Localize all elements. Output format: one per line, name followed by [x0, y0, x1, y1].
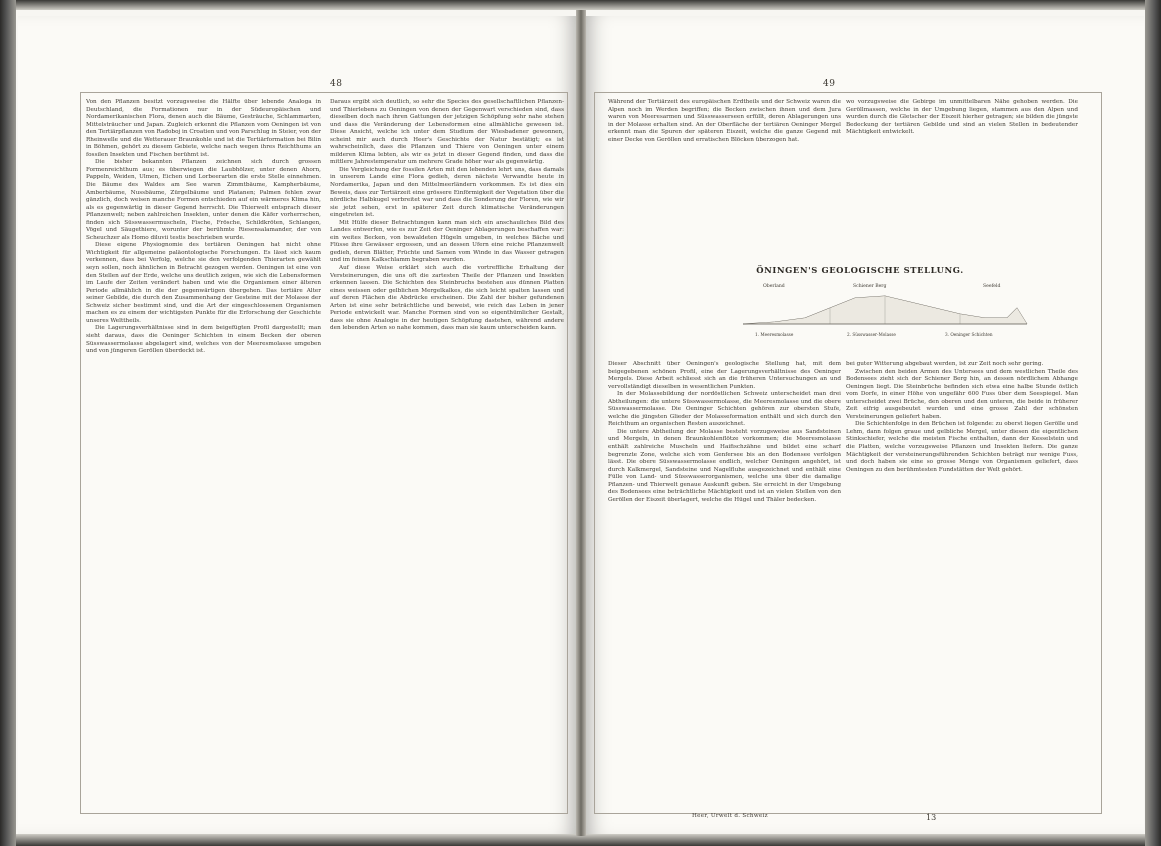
paragraph: Die bisher bekannten Pflanzen zeichnen sich durch grossen Formenreichthum aus; es überwiegen die Laubhölzer, unter denen Ahorn, Pappeln, Weiden, Ulmen, Eichen und Lorbeerarten die erste Stelle einnehmen. Die Bäume des Waldes am See waren Zimmtbäume, Kampherbäume, Amberbäume, Nussbäume, Zürgelbäume und Platanen; Palmen fehlen zwar gänzlich, doch weisen manche Formen entschieden auf ein wärmeres Klima hin, als es gegenwärtig in dieser Gegend herrscht. Die Thierwelt entsprach dieser Pflanzenwelt; neben zahlreichen Insekten, unter denen die Käfer vorherrschen, finden sich Süsswassermuscheln, Fische, Frösche, Schildkröten, Schlangen, Vögel und Säugethiere, worunter der berühmte Riesensalamander, der von Scheuchzer als Homo diluvii testis beschrieben wurde. — [86, 159, 321, 241]
paragraph: Mit Hülfe dieser Betrachtungen kann man sich ein anschauliches Bild des Landes entwerfen, wie es zur Zeit der Oeninger Ablagerungen beschaffen war: ein weites Becken, von bewaldeten Hügeln umgeben, in welches Bäche und Flüsse ihre Gewässer ergossen, und an dessen Ufern eine reiche Pflanzenwelt gedieh, deren Blätter, Früchte und Samen vom Winde in das Wasser getragen und im feinen Kalkschlamm begraben wurden. — [330, 219, 564, 264]
signature-mark: 13 — [926, 813, 937, 822]
paragraph: Während der Tertiärzeit des europäischen Erdtheils und der Schweiz waren die Alpen noch im Werden begriffen; die Becken zwischen ihnen und dem Jura waren von Meeresarmen und Süsswasserseen erfüllt, deren Ablagerungen uns in der Molasse erhalten sind. An der Oberfläche der tertiären Oeninger Mergel erkennt man die Spuren der späteren Eiszeit, welche die ganze Gegend mit einer Decke von Geröllen und erratischen Blöcken überzogen hat. — [608, 99, 841, 143]
figure-label-top-left: Oberland — [763, 284, 785, 289]
paragraph: Zwischen den beiden Armen des Untersees und dem westlichen Theile des Bodensees zieht sich der Schiener Berg hin, an dessen nördlichem Abhange Oeningen liegt. Die Steinbrüche befinden sich etwa eine halbe Stunde östlich vom Dorfe, in einer Höhe von ungefähr 600 Fuss über dem Seespiegel. Man unterscheidet zwei Brüche, den oberen und den unteren, die beide in früherer Zeit eifrig ausgebeutet wurden und eine grosse Zahl der schönsten Versteinerungen geliefert haben. — [846, 368, 1078, 420]
left-page-column-1 — [86, 99, 321, 807]
paragraph: Auf diese Weise erklärt sich auch die vortreffliche Erhaltung der Versteinerungen, die uns oft die zartesten Theile der Pflanzen und Insekten erkennen lassen. Die Schichten des Steinbruchs bestehen aus dünnen Platten eines weissen oder gelblichen Mergelkalkes, die sich leicht spalten lassen und auf deren Flächen die Abdrücke erscheinen. Die Zahl der bisher gefundenen Arten ist eine sehr beträchtliche und beweist, wie reich das Leben in jener Periode entwickelt war. Manche Formen sind von so eigenthümlicher Gestalt, dass sie ohne Analogie in der heutigen Schöpfung dastehen, während andere den lebenden Arten so nahe kommen, dass man sie kaum unterscheiden kann. — [330, 265, 564, 332]
paragraph: Die Lagerungsverhältnisse sind in dem beigefügten Profil dargestellt; man sieht daraus, dass die Oeninger Schichten in einem Becken der oberen Süsswassermolasse abgelagert sind, welches von der Meeresmolasse umgeben und von jüngeren Geröllen überdeckt ist. — [86, 325, 321, 355]
paragraph: Die untere Abtheilung der Molasse besteht vorzugsweise aus Sandsteinen und Mergeln, in denen Braunkohlenflötze vorkommen; die Meeresmolasse enthält zahlreiche Muscheln und Haifischzähne und bildet eine scharf begrenzte Zone, welche sich vom Genfersee bis an den Bodensee verfolgen lässt. Die obere Süsswassermolasse endlich, welcher Oeningen angehört, ist durch Kalkmergel, Sandsteine und Nagelfluhe ausgezeichnet und enthält eine Fülle von Land- und Süsswasserorganismen, welche uns über die damalige Pflanzen- und Thierwelt genaue Auskunft geben. Sie erreicht in der Umgebung des Bodensees eine beträchtliche Mächtigkeit und ist an vielen Stellen von den Geröllen der Eiszeit überlagert, welche die Hügel und Thäler bedecken. — [608, 428, 841, 503]
figure-title: ÖNINGEN'S GEOLOGISCHE STELLUNG. — [756, 265, 964, 275]
page-number-right: 49 — [823, 79, 836, 89]
page-footer-note: Heer, Urwelt d. Schweiz — [692, 813, 768, 819]
paragraph: bei guter Witterung abgebaut werden, ist zur Zeit noch sehr gering. — [846, 361, 1044, 367]
paragraph: Die Schichtenfolge in den Brüchen ist folgende: zu oberst liegen Gerölle und Lehm, dann folgen graue und gelbliche Mergel, unter diesen die eigentlichen Stinkschiefer, welche die meisten Fische enthalten, dann der Kesselstein und die Platten, welche vorzugsweise Pflanzen und Insekten liefern. Die ganze Mächtigkeit der versteinerungsführenden Schichten beträgt nur wenige Fuss, und doch haben sie eine so grosse Menge von Organismen geliefert, dass Oeningen zu den berühmtesten Fundstätten der Welt gehört. — [846, 421, 1078, 473]
figure-label-top-mid: Schiener Berg — [853, 284, 887, 289]
page-number-left: 48 — [330, 79, 343, 89]
scan-edge-right — [1145, 0, 1161, 846]
figure-label-bottom-left: 1. Meeresmolasse — [755, 332, 794, 337]
paragraph: Dieser Abschnitt über Oeningen's geologische Stellung hat, mit dem beigegebenen schönen Profil, eine der Lagerungsverhältnisse des Oeninger Mergels. Diese Arbeit schliesst sich an die früheren Untersuchungen an und vervollständigt dieselben in wesentlichen Punkten. — [608, 361, 841, 390]
paragraph: In der Molassebildung der nordöstlichen Schweiz unterscheidet man drei Abtheilungen: die untere Süsswassermolasse, die Meeresmolasse und die obere Süsswassermolasse. Die Oeninger Schichten gehören zur obersten Stufe, welche die jüngsten Glieder der Molasseformation enthält und sich durch den Reichthum an organischen Resten auszeichnet. — [608, 391, 841, 428]
scan-edge-left — [0, 0, 16, 846]
paragraph: Diese eigene Physiognomie des tertiären Oeningen hat nicht ohne Wichtigkeit für allgemeine paläontologische Forschungen. Es lässt sich kaum verkennen, dass bei Verfolg, welche sie den verfolgenden Thierarten gewählt seyn sollen, noch ähnlichen in Betracht gezogen werden. Oeningen ist eine von den Stellen auf der Erde, welche uns deutlich zeigen, wie sich die Lebensformen im Laufe der Zeiten verändert haben und wie die Organismen einer älteren Periode allmählich in die der gegenwärtigen übergehen. Das tertiäre Alter seiner Gebilde, die durch den Zusammenhang der Gesteine mit der Molasse der Schweiz sicher bestimmt sind, und die Art der eingeschlossenen Organismen machen es zu einem der wichtigsten Punkte für die Erforschung der Geschichte unseres Welttheils. — [86, 242, 321, 324]
right-page-lower-column-1 — [608, 361, 841, 805]
paragraph: wo vorzugsweise die Gebirge im unmittelbaren Nähe gehoben werden. Die Geröllmassen, welche in der Umgebung liegen, stammen aus den Alpen und wurden durch die Gletscher der Eiszeit hierher getragen; sie bilden die jüngste Bedeckung der tertiären Gebilde und sind an vielen Stellen in bedeutender Mächtigkeit entwickelt. — [846, 99, 1078, 136]
paragraph: Von den Pflanzen besitzt vorzugsweise die Hälfte über lebende Analoga in Deutschland, die Formationen nur in der Südeuropäischen und Nordamerikanischen Flora, denen auch die Bäume, Gesträuche, Schlammarten, Mittelsträucher und Japan. Zugleich erkennt die Pflanzen vom Oeningen ist von den Tertiärpflanzen von Radoboj in Croatien und von Parschlug in Steier, von der Rheinwelle und die Wetterauer Braunkohle und ist die Tertiärformation bei Bilin in Böhmen, gehört zu diesem Gebiete, welche nach wegen ihres Reichthums an fossilen Insekten und Fischen berühmt ist. — [86, 99, 321, 158]
paragraph: Die Vergleichung der fossilen Arten mit den lebenden lehrt uns, dass damals in unserem Lande eine Flora gedieh, deren nächste Verwandte heute in Nordamerika, Japan und den Mittelmeerländern vorkommen. Es ist dies ein Beweis, dass zur Tertiärzeit eine grössere Einförmigkeit der Vegetation über die nördliche Halbkugel verbreitet war und dass die Sonderung der Floren, wie wir sie jetzt sehen, erst in späterer Zeit durch klimatische Veränderungen eingetreten ist. — [330, 166, 564, 219]
right-page-upper-column-1 — [608, 99, 841, 241]
right-page-upper-column-2 — [846, 99, 1078, 241]
paragraph: Daraus ergibt sich deutlich, so sehr die Species des gesellschaftlichen Pflanzen- und Thierlebens zu Oeningen von denen der Gegenwart verschieden sind, dass dieselben doch nach ihren Gattungen der jetzigen Schöpfung sehr nahe stehen und dass die Veränderung der Lebensformen eine allmähliche gewesen ist. Diese Ansicht, welche ich unter dem Studium der Wiesbadener gewonnen, scheint mir auch durch Heer's Geschichte der Natur bestätigt; es ist wahrscheinlich, dass die Pflanzen und Thiere von Oeningen unter einem milderen Klima lebten, als wir es jetzt in dieser Gegend finden, und dass die mittlere Jahrestemperatur um mehrere Grade höher war als gegenwärtig. — [330, 99, 564, 166]
figure-label-bottom-mid: 2. Süsswasser-Molasse — [847, 332, 896, 337]
left-page-column-2 — [330, 99, 564, 807]
book-gutter — [576, 10, 586, 836]
figure-label-bottom-right: 3. Oeninger Schichten — [945, 332, 993, 337]
right-page-lower-column-2 — [846, 361, 1078, 791]
figure-label-top-right: Seefeld — [983, 284, 1001, 289]
geological-profile-figure — [735, 278, 1035, 348]
scan-edge-top — [0, 0, 1161, 10]
